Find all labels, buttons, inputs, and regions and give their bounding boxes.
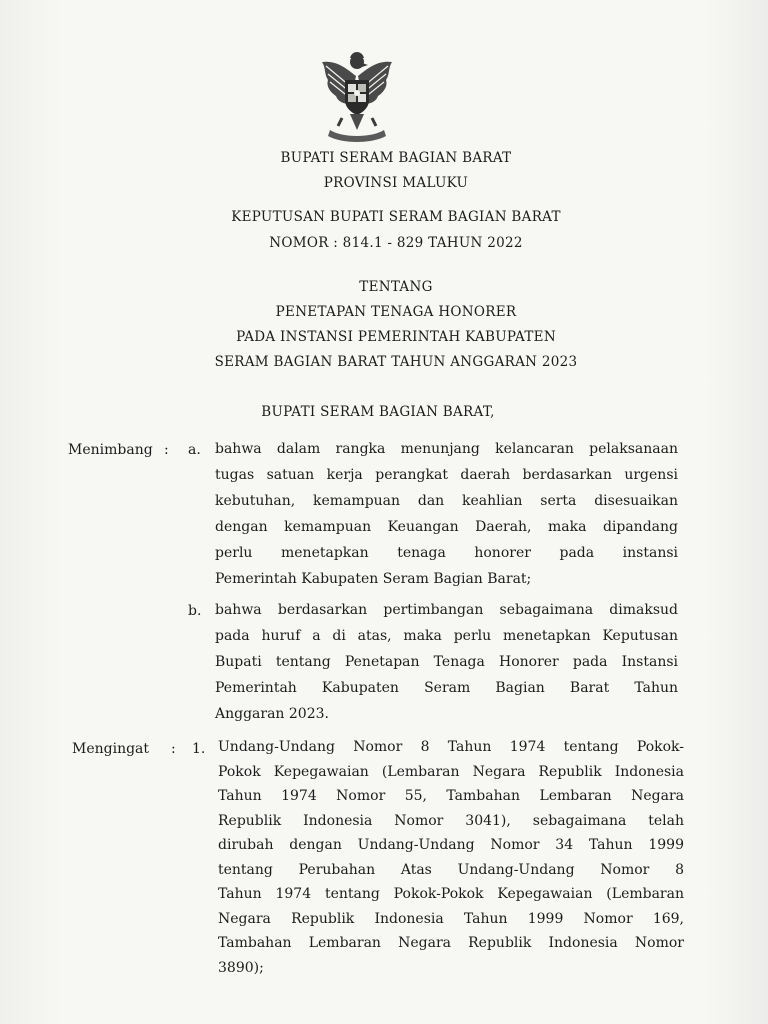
- mengingat-label: Mengingat: [72, 741, 150, 757]
- menimbang-label: Menimbang: [68, 442, 153, 458]
- mengingat-colon: :: [171, 741, 176, 757]
- text-line: Anggaran 2023.: [215, 706, 329, 722]
- regent-signature-heading: BUPATI SERAM BAGIAN BARAT,: [261, 404, 495, 420]
- about-heading: TENTANG: [359, 279, 433, 295]
- menimbang-a-marker: a.: [188, 442, 201, 458]
- text-line: dengan kemampuan Keuangan Daerah, maka dipandang: [215, 519, 678, 535]
- text-line: Undang-Undang Nomor 8 Tahun 1974 tentang Pokok-: [218, 739, 684, 755]
- text-line: kebutuhan, kemampuan dan keahlian serta disesuaikan: [215, 493, 678, 509]
- text-line: Republik Indonesia Nomor 3041), sebagaimana telah: [218, 812, 684, 829]
- text-line: Tahun 1974 tentang Pokok-Pokok Kepegawaian (Lembaran: [218, 886, 684, 902]
- text-line: Pemerintah Kabupaten Seram Bagian Barat;: [215, 571, 532, 587]
- garuda-emblem-icon: [312, 46, 402, 146]
- text-line: tugas satuan kerja perangkat daerah berdasarkan urgensi: [215, 467, 678, 483]
- menimbang-b-marker: b.: [188, 603, 202, 619]
- text-line: Pemerintah Kabupaten Seram Bagian Barat Tahun: [215, 680, 678, 696]
- menimbang-b-text: [215, 597, 678, 727]
- text-line: Tahun 1974 Nomor 55, Tambahan Lembaran Negara: [218, 788, 684, 804]
- text-line: bahwa dalam rangka menunjang kelancaran pelaksanaan: [215, 441, 678, 457]
- text-line: dirubah dengan Undang-Undang Nomor 34 Tahun 1999: [218, 837, 684, 853]
- text-line: pada huruf a di atas, maka perlu menetapkan Keputusan: [215, 628, 678, 644]
- regent-heading: BUPATI SERAM BAGIAN BARAT: [280, 150, 512, 166]
- text-line: tentang Perubahan Atas Undang-Undang Nomor 8: [218, 861, 684, 878]
- subject-line-3: SERAM BAGIAN BARAT TAHUN ANGGARAN 2023: [214, 354, 578, 370]
- text-line: 3890);: [218, 959, 264, 976]
- mengingat-1-text: [218, 735, 684, 980]
- text-line: Negara Republik Indonesia Tahun 1999 Nomor 169,: [218, 910, 684, 927]
- text-line: bahwa berdasarkan pertimbangan sebagaimana dimaksud: [215, 602, 678, 618]
- province-heading: PROVINSI MALUKU: [323, 175, 469, 191]
- text-line: Tambahan Lembaran Negara Republik Indonesia Nomor: [218, 935, 684, 951]
- text-line: Bupati tentang Penetapan Tenaga Honorer pada Instansi: [215, 654, 678, 670]
- decision-number: NOMOR : 814.1 - 829 TAHUN 2022: [269, 235, 523, 251]
- subject-line-1: PENETAPAN TENAGA HONORER: [275, 304, 517, 320]
- mengingat-1-marker: 1.: [192, 741, 206, 757]
- menimbang-colon: :: [164, 442, 169, 458]
- text-line: perlu menetapkan tenaga honorer pada instansi: [215, 545, 678, 561]
- decision-title: KEPUTUSAN BUPATI SERAM BAGIAN BARAT: [231, 209, 561, 225]
- text-line: Pokok Kepegawaian (Lembaran Negara Republik Indonesia: [218, 763, 684, 780]
- subject-line-2: PADA INSTANSI PEMERINTAH KABUPATEN: [236, 329, 556, 345]
- menimbang-a-text: [215, 436, 678, 592]
